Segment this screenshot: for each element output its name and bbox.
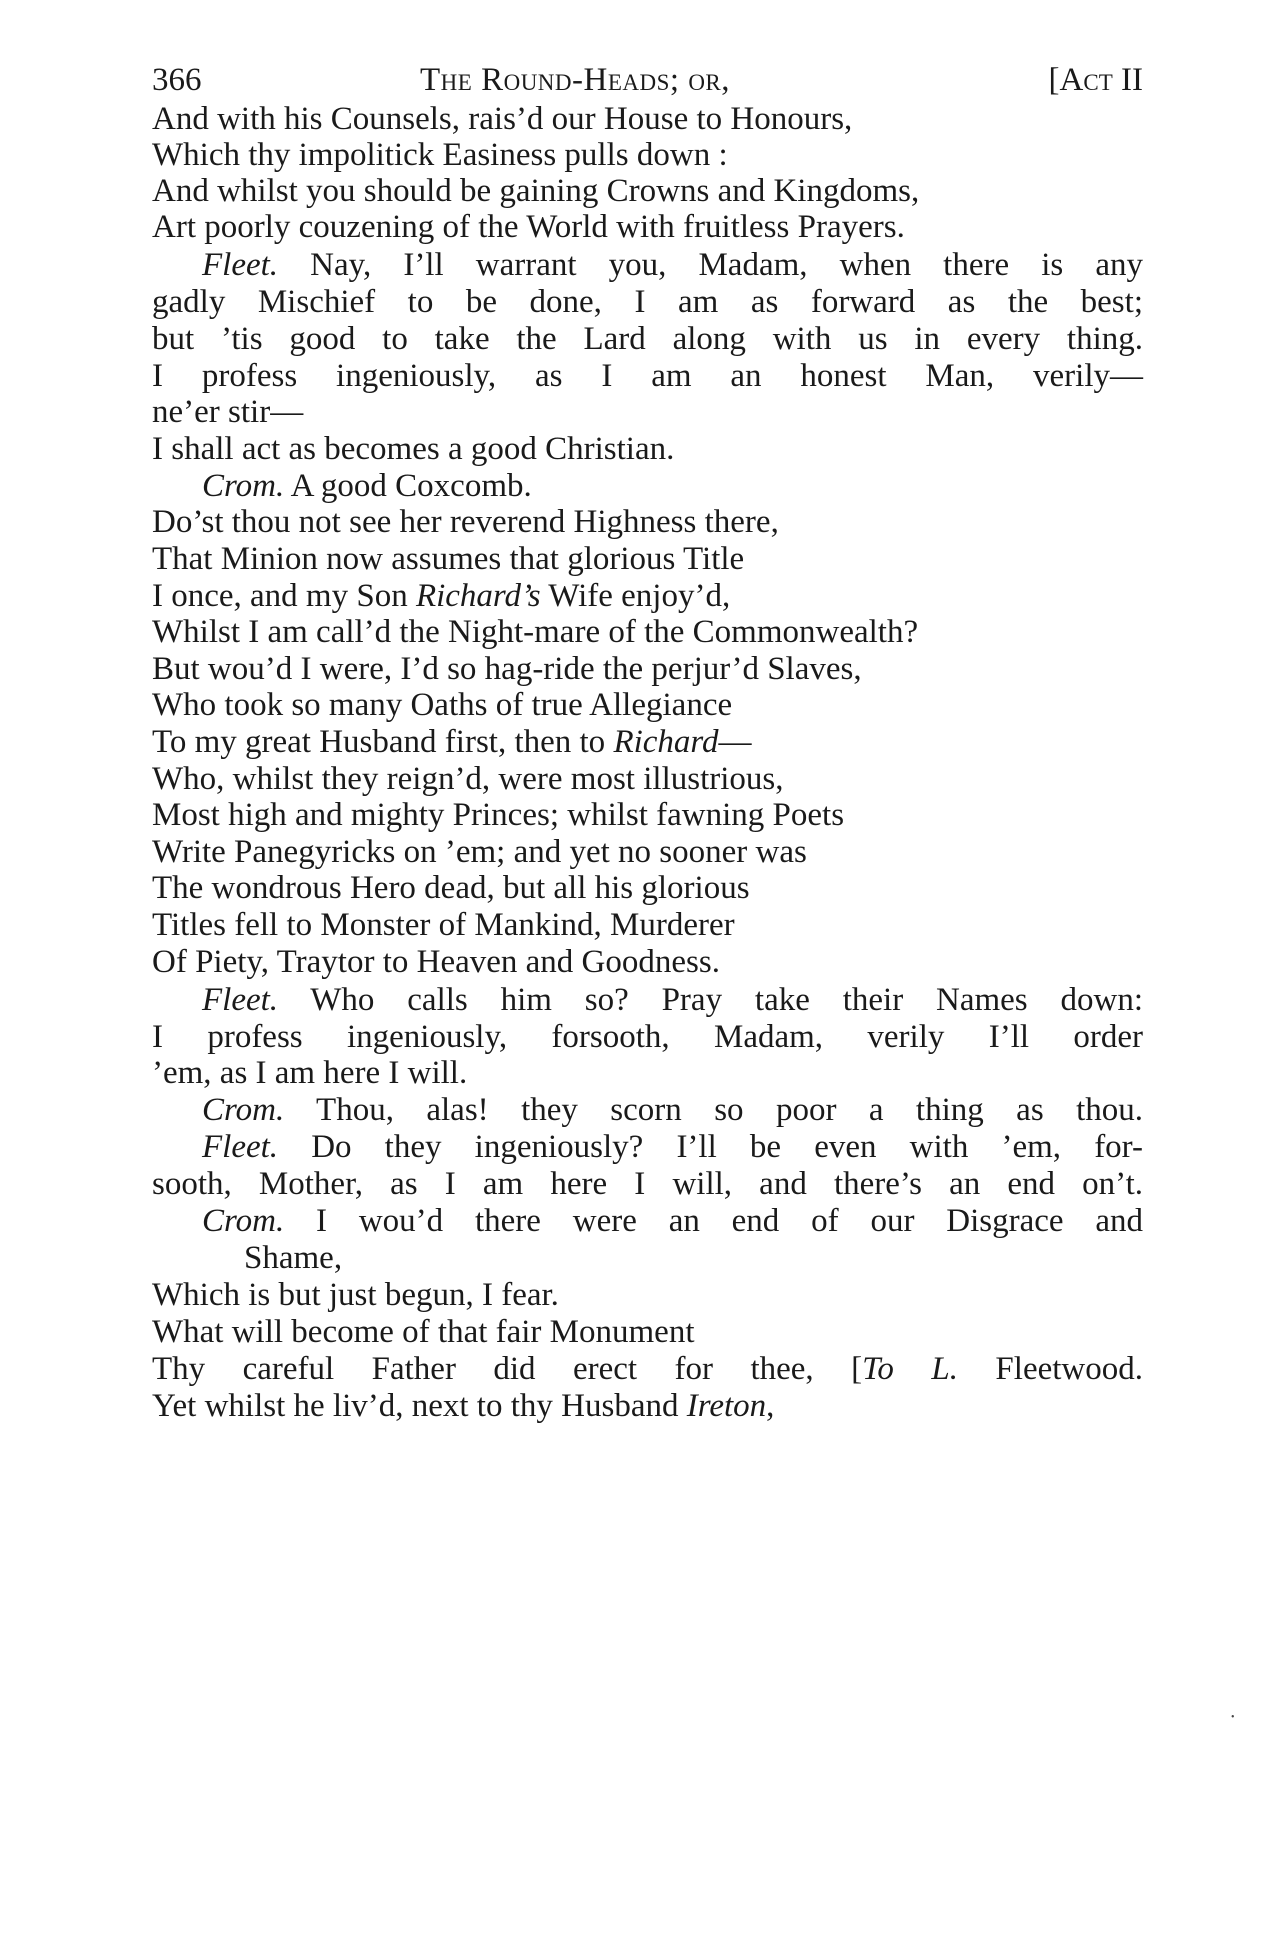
speaker-name: Fleet. [202,1129,279,1165]
line-text: And whilst you should be gaining Crowns and Kingdoms, [152,173,920,209]
line-text: Shame, [244,1240,343,1276]
line-text: Who took so many Oaths of true Allegiance [152,687,733,723]
line-text: Of Piety, Traytor to Heaven and Goodness. [152,944,720,980]
line-text: Do’st thou not see her reverend Highness there, [152,504,779,540]
line-text: That Minion now assumes that glorious Title [152,541,745,577]
line-text: Art poorly couzening of the World with fruitless Prayers. [152,209,905,245]
line-text: Do they ingeniously? I’ll be even with ’em, for- [278,1129,1143,1165]
italic-name: To L. [862,1351,958,1387]
line-text: Yet whilst he liv’d, next to thy Husband [152,1388,687,1424]
line-text: — [718,724,752,760]
line-text: Who calls him so? Pray take their Names down: [278,982,1143,1018]
verse-line [152,1384,1143,1428]
line-text: Which is but just begun, I fear. [152,1277,559,1313]
line-text: To my great Husband first, then to [152,724,614,760]
speaker-name: Crom. [202,1203,285,1239]
line-text: , [766,1388,775,1424]
speaker-name: Fleet. [202,982,279,1018]
line-text: The wondrous Hero dead, but all his glorious [152,870,750,906]
line-text: Nay, I’ll warrant you, Madam, when there is any [278,247,1143,283]
line-text: Thou, alas! they scorn so poor a thing as thou. [284,1092,1143,1128]
line-text: ’em, as I am here I will. [152,1055,468,1091]
print-speck: • [1231,1712,1235,1723]
line-text: gadly Mischief to be done, I am as forward as the best; [152,284,1143,320]
line-text: I profess ingeniously, as I am an honest Man, verily— [152,358,1143,394]
line-text: A good Coxcomb. [284,468,532,504]
line-text: I wou’d there were an end of our Disgrace and [284,1203,1143,1239]
line-text: I shall act as becomes a good Christian. [152,431,675,467]
line-text: And with his Counsels, rais’d our House to Honours, [152,101,853,137]
line-text: I once, and my Son [152,578,416,614]
line-text: Who, whilst they reign’d, were most illustrious, [152,761,784,797]
line-text: sooth, Mother, as I am here I will, and there’s an end on’t. [152,1166,1143,1202]
italic-name: Richard’s [415,578,541,614]
line-text: ne’er stir— [152,394,304,430]
line-text: What will become of that fair Monument [152,1314,695,1350]
running-title: The Round-Heads; or, [420,62,731,98]
line-text: Thy careful Father did erect for thee, [ [152,1351,863,1387]
page-number: 366 [152,62,202,98]
speaker-name: Crom. [202,1092,285,1128]
line-text: Titles fell to Monster of Mankind, Murderer [152,907,735,943]
line-text: I profess ingeniously, forsooth, Madam, verily I’ll order [152,1019,1143,1055]
act-marker: [Act II [1048,62,1143,98]
italic-name: Richard [613,724,719,760]
line-text: Most high and mighty Princes; whilst fawning Poets [152,797,845,833]
line-text: But wou’d I were, I’d so hag-ride the perjur’d Slaves, [152,651,862,687]
speaker-name: Fleet. [202,247,279,283]
italic-name: Ireton [686,1388,767,1424]
line-text: Whilst I am call’d the Night-mare of the Commonwealth? [152,614,919,650]
line-text: Wife enjoy’d, [540,578,731,614]
line-text: Fleetwood. [957,1351,1143,1387]
line-text: Which thy impolitick Easiness pulls down : [152,137,728,173]
line-text: but ’tis good to take the Lard along with us in every thing. [152,321,1143,357]
speaker-name: Crom. [202,468,285,504]
line-text: Write Panegyricks on ’em; and yet no sooner was [152,834,807,870]
